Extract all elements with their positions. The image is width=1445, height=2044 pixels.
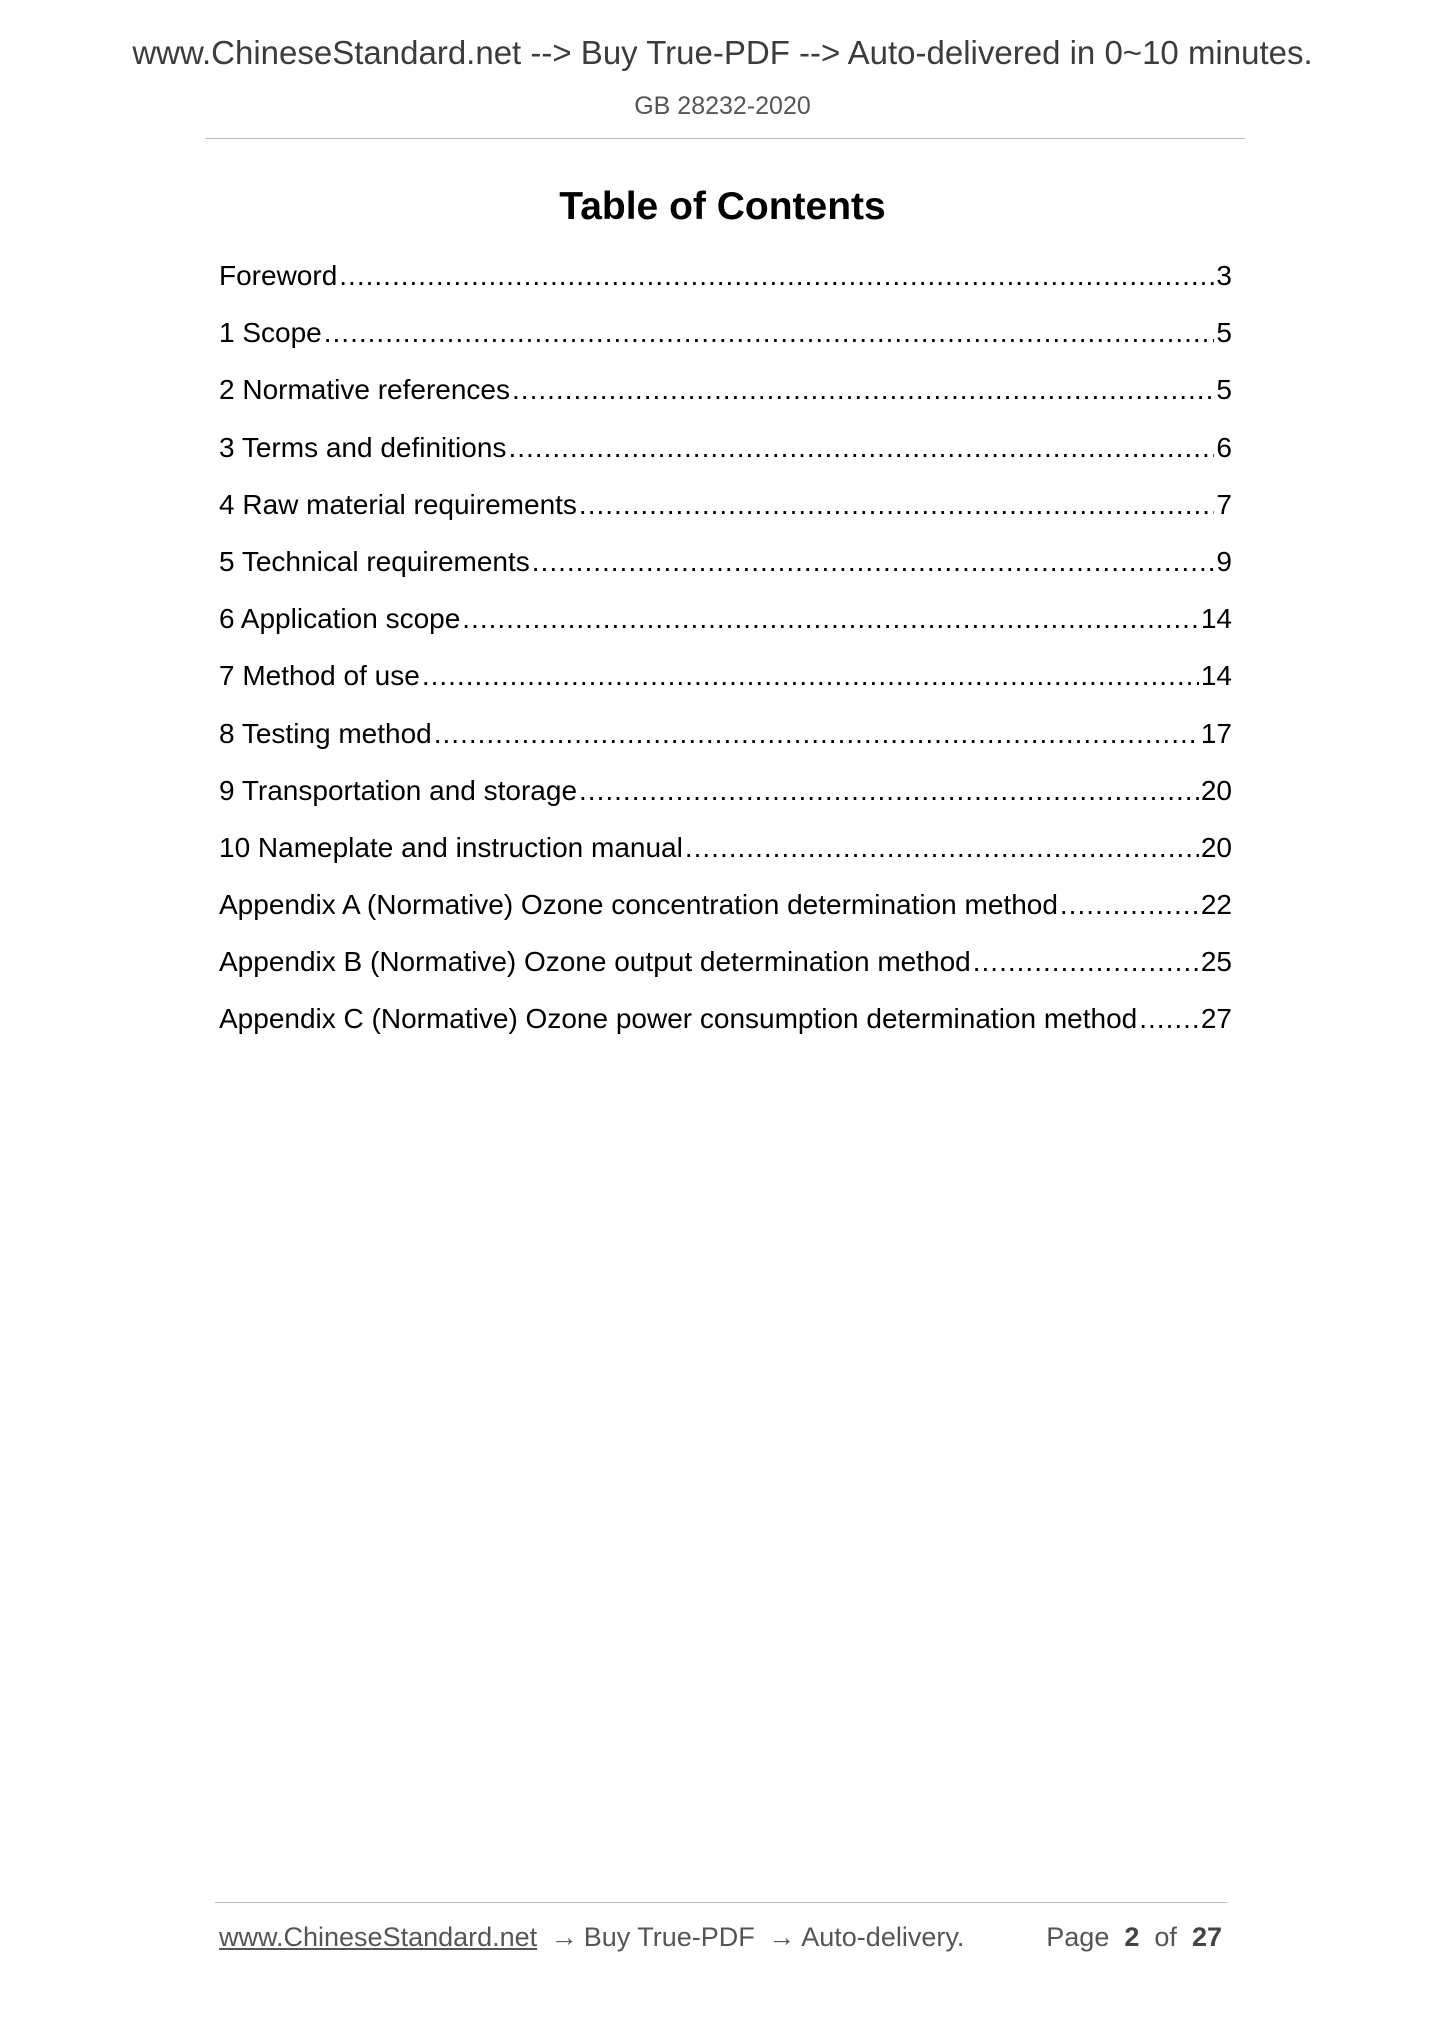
toc-entry-label: Appendix A (Normative) Ozone concentration determination method bbox=[219, 889, 1058, 921]
dot-leader bbox=[339, 252, 1214, 300]
toc-entry-label: Foreword bbox=[219, 260, 338, 291]
footer-delivery-text: Auto-delivery. bbox=[801, 1922, 965, 1952]
toc-entry-label: 7 Method of use bbox=[219, 660, 420, 692]
toc-entry-page: 6 bbox=[1216, 431, 1232, 463]
toc-entry-page: 17 bbox=[1200, 717, 1232, 749]
toc-entry-label: 10 Nameplate and instruction manual bbox=[219, 831, 683, 863]
toc-entry-label: 2 Normative references bbox=[219, 374, 511, 406]
toc-entry-method-of-use[interactable] bbox=[219, 652, 1232, 709]
arrow-right-icon: → bbox=[768, 1922, 796, 1952]
header-divider bbox=[205, 138, 1245, 139]
dot-leader bbox=[512, 366, 1214, 414]
toc-entry-appendix-b[interactable] bbox=[219, 938, 1232, 995]
toc-entry-appendix-a[interactable] bbox=[219, 881, 1232, 938]
footer-divider bbox=[215, 1902, 1227, 1903]
toc-entry-normative-references[interactable] bbox=[219, 366, 1232, 423]
toc-entry-transportation-storage[interactable] bbox=[219, 767, 1232, 824]
standard-code: GB 28232-2020 bbox=[634, 92, 811, 120]
top-banner: www.ChineseStandard.net --> Buy True-PDF --> Auto-delivered in 0~10 minutes. bbox=[132, 34, 1313, 71]
toc-entry-terms-definitions[interactable] bbox=[219, 424, 1232, 481]
toc-entry-technical-requirements[interactable] bbox=[219, 538, 1232, 595]
toc-entry-label: Appendix C (Normative) Ozone power consumption determination method bbox=[219, 1003, 1138, 1035]
footer-site-link[interactable]: www.ChineseStandard.net bbox=[219, 1922, 538, 1952]
toc-list bbox=[219, 252, 1232, 1053]
toc-entry-page: 22 bbox=[1200, 889, 1232, 921]
toc-entry-page: 14 bbox=[1200, 603, 1232, 635]
toc-entry-application-scope[interactable] bbox=[219, 595, 1232, 652]
toc-entry-raw-material[interactable] bbox=[219, 481, 1232, 538]
dot-leader bbox=[579, 767, 1199, 815]
toc-entry-label: 1 Scope bbox=[219, 317, 322, 349]
toc-entry-page: 5 bbox=[1216, 374, 1232, 406]
toc-entry-testing-method[interactable] bbox=[219, 710, 1232, 767]
toc-entry-scope[interactable] bbox=[219, 309, 1232, 366]
toc-entry-appendix-c[interactable] bbox=[219, 995, 1232, 1052]
dot-leader bbox=[579, 481, 1215, 529]
dot-leader bbox=[1139, 995, 1199, 1043]
footer-promo bbox=[219, 1922, 964, 1953]
toc-entry-page: 9 bbox=[1216, 545, 1232, 577]
toc-entry-label: 4 Raw material requirements bbox=[219, 488, 577, 520]
footer-buy-text: Buy True-PDF bbox=[583, 1922, 755, 1952]
toc-entry-page: 14 bbox=[1200, 660, 1232, 692]
dot-leader bbox=[532, 538, 1215, 586]
toc-entry-label: 5 Technical requirements bbox=[219, 545, 530, 577]
toc-entry-label: 8 Testing method bbox=[219, 717, 432, 749]
toc-entry-nameplate-manual[interactable] bbox=[219, 824, 1232, 881]
page-indicator bbox=[1046, 1922, 1222, 1953]
dot-leader bbox=[685, 824, 1199, 872]
toc-title: Table of Contents bbox=[559, 185, 886, 228]
arrow-right-icon: → bbox=[550, 1922, 578, 1952]
dot-leader bbox=[508, 424, 1214, 472]
toc-entry-page: 5 bbox=[1216, 317, 1232, 349]
toc-entry-label: 9 Transportation and storage bbox=[219, 774, 578, 806]
page-word: Page bbox=[1046, 1922, 1110, 1952]
page-total: 27 bbox=[1191, 1922, 1222, 1952]
toc-entry-page: 20 bbox=[1200, 774, 1232, 806]
toc-entry-label: 6 Application scope bbox=[219, 603, 461, 635]
dot-leader bbox=[973, 938, 1199, 986]
toc-entry-page: 3 bbox=[1216, 260, 1232, 291]
dot-leader bbox=[1060, 881, 1199, 929]
toc-entry-page: 20 bbox=[1200, 831, 1232, 863]
toc-entry-label: 3 Terms and definitions bbox=[219, 431, 507, 463]
dot-leader bbox=[422, 652, 1199, 700]
toc-entry-foreword[interactable] bbox=[219, 252, 1232, 309]
toc-entry-label: Appendix B (Normative) Ozone output determination method bbox=[219, 946, 971, 978]
dot-leader bbox=[434, 710, 1199, 758]
of-word: of bbox=[1154, 1922, 1177, 1952]
toc-entry-page: 7 bbox=[1216, 488, 1232, 520]
toc-entry-page: 25 bbox=[1200, 946, 1232, 978]
dot-leader bbox=[324, 309, 1215, 357]
toc-entry-page: 27 bbox=[1200, 1003, 1232, 1035]
dot-leader bbox=[462, 595, 1199, 643]
page-current: 2 bbox=[1124, 1922, 1140, 1952]
